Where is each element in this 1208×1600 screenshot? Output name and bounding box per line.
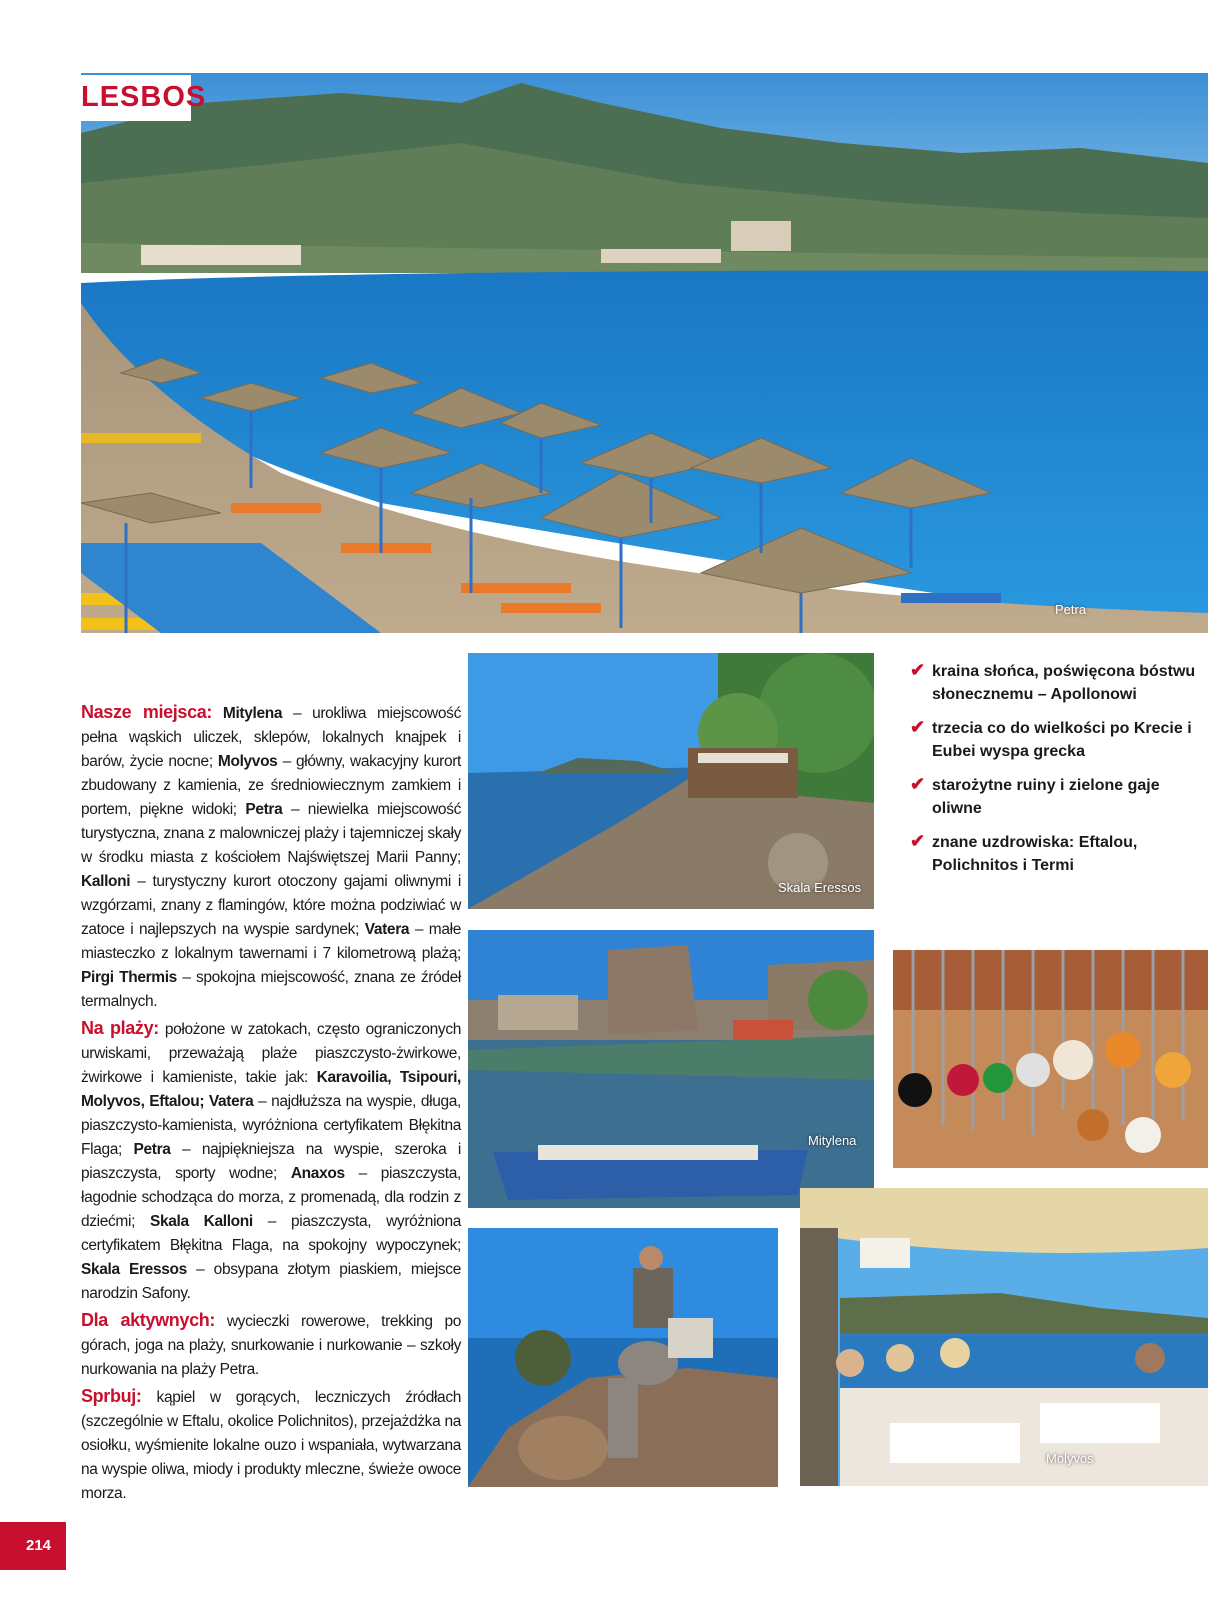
section-plaza [81, 1016, 461, 1306]
page-number: 214 [26, 1537, 52, 1554]
bold-term: Skala Eressos [81, 1261, 187, 1278]
bold-term: Petra [245, 801, 283, 818]
feature-text: starożytne ruiny i zielone gaje oliwne [932, 777, 1160, 817]
body-text [81, 700, 461, 1508]
caption-skala-eressos: Skala Eressos [778, 880, 862, 895]
checkmark-icon: ✔ [910, 660, 926, 680]
page-title: LESBOS [81, 81, 207, 113]
photo-molyvos [800, 1188, 1208, 1486]
feature-text: znane uzdrowiska: Eftalou, Polichnitos i Termi [932, 834, 1138, 874]
feature-text: trzecia co do wielkości po Krecie i Eubei wyspa grecka [932, 720, 1192, 760]
caption-molyvos: Molyvos [1046, 1451, 1094, 1466]
bold-term: Anaxos [290, 1165, 345, 1182]
section-nasze [81, 700, 461, 1014]
hero-photo-petra [81, 73, 1208, 673]
feature-item [910, 717, 1200, 763]
photo-donkey-rider [468, 1228, 778, 1487]
photo-skala-eressos [468, 653, 874, 909]
section-heading-nasze: Nasze miejsca: [81, 702, 213, 722]
section-body-aktywni: wycieczki rowerowe, trekking po górach, joga na plaży, snurkowanie i nurkowanie – szkoły nurkowania na plaży Petra. [81, 1313, 461, 1378]
page-number-badge [0, 1522, 66, 1570]
section-aktywni [81, 1308, 461, 1382]
feature-item [910, 660, 1200, 706]
section-body-nasze: Mitylena – urokliwa miejscowość pełna wąskich uliczek, sklepów, lokalnych knajpek i barów, życie nocne; Molyvos – główny, wakacyjny kurort zbudowany z kamienia, ze średniowiecznym zamkiem i portem, piękne widoki; Petra – niewielka miejscowość turystyczna, znana z malowniczej plaży i tajemniczej skały w środku miasta z kościołem Najświętszej Marii Panny; Kalloni – turystyczny kurort otoczony gajami oliwnymi i wzgórzami, znany z flamingów, które można podziwiać w zatoce i najlepszych na wyspie sardynek; Vatera – małe miasteczko z lokalnym tawernami i 7 kilometrową plażą; Pirgi Thermis – spokojna miejscowość, znana ze źródeł termalnych. [81, 705, 461, 1010]
page-title-box [81, 75, 207, 121]
caption-mitylena: Mitylena [808, 1133, 857, 1148]
bold-term: Mitylena [222, 705, 283, 722]
feature-item [910, 831, 1200, 877]
feature-item [910, 774, 1200, 820]
text-panel-bg [81, 633, 451, 673]
caption-petra: Petra [1055, 602, 1087, 617]
checkmark-icon: ✔ [910, 717, 926, 737]
checkmark-icon: ✔ [910, 774, 926, 794]
feature-list [910, 660, 1200, 888]
section-body-plaza: położone w zatokach, często ograniczonych urwiskami, przeważają plaże piaszczysto-żwirkowe, żwirkowe i kamieniste, takie jak: Karavoilia, Tsipouri, Molyvos, Eftalou; Vatera – najdłuższa na wyspie, długa, piaszczysto-kamienista, wyróżniona certyfikatem Błękitna Flaga; Petra – najpiękniejsza na wyspie, szeroka i piaszczysta, sporty wodne; Anaxos – piaszczysta, łagodnie schodząca do morza, z promenadą, dla rodzin z dziećmi; Skala Kalloni – piaszczysta, wyróżniona certyfikatem Błękitna Flaga, na spokojny wypoczynek; Skala Eressos – obsypana złotym piaskiem, miejsce narodzin Safony. [81, 1021, 462, 1302]
photo-beads [893, 950, 1208, 1168]
section-heading-aktywni: Dla aktywnych: [81, 1310, 216, 1330]
section-sprobuj [81, 1384, 461, 1506]
bold-term: Vatera [364, 921, 410, 938]
bold-term: Skala Kalloni [149, 1213, 253, 1230]
bold-term: Karavoilia, Tsipouri, Molyvos, Eftalou; Vatera [81, 1069, 461, 1110]
bold-term: Petra [133, 1141, 171, 1158]
feature-text: kraina słońca, poświęcona bóstwu słonecznemu – Apollonowi [932, 663, 1196, 703]
bold-term: Pirgi Thermis [81, 969, 177, 986]
section-body-sprobuj: kąpiel w gorących, leczniczych źródłach (szczególnie w Eftalu, okolice Polichnitos), przejażdżka na osiołku, wyśmienite lokalne ouzo i wspaniała, wytwarzana na wyspie oliwa, miody i produkty mleczne, świeże owoce morza. [81, 1389, 461, 1502]
bold-term: Kalloni [81, 873, 131, 890]
section-heading-plaza: Na plaży: [81, 1018, 159, 1038]
checkmark-icon: ✔ [910, 831, 926, 851]
photo-mitylena [468, 930, 874, 1208]
bold-term: Molyvos [217, 753, 278, 770]
section-heading-sprobuj: Sprbuj: [81, 1386, 142, 1406]
